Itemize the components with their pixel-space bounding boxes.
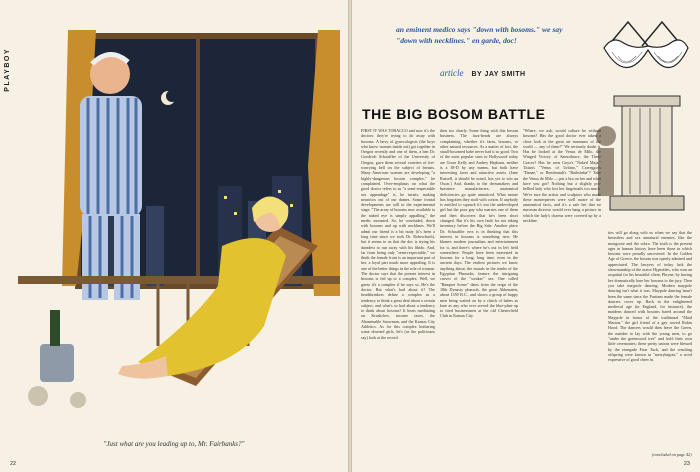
masthead: PLAYBOY bbox=[4, 48, 11, 92]
column-text: then too clearly. Some thing with this bosom business. The fuzz-heads are always complaining, whether it's farm, bosoms, or other natural resources. As a matter of fact, the small-bosomed babe never had it so good. Two of the most popular stars in Hollywood today are Grace Kelly and Audrey Hepburn, neither is a 38-D by any means, but both have interesting faces and attractive assets. (Jane Russell, it should be noted, has yet to win an Oscar.) And, thanks to the dressmakers and brassiere manufacturers, anatomical deficiencies go quite unnoticed. What nature has forgotten they stuff with cotton. If anybody is entitled to squawk it's not the undeveloped girl but the poor guy who marries one of them and then discovers that he's been short changed. But it's his own fault for not taking inventory before the Big Sale. Another place Dr. Schauffler errs is in thinking that this interest in bosoms is something new. He blames modern journalism and entertainment for it, and there's where he's out in left field somewhere. People have been interested in bosoms for a long, long time, even in the ancient days. The earliest pictures we know anything about, the murals in the tombs of the Egyptian Pharaohs, feature the intriguing curves of the "weaker" sex. One called "Banquet Scene" dates from the reign of the 18th Dynasty pharaoh, the great Akhenaten, about 1350 B.C., and shows a group of happy men being waited on by a clutch of babes as bare as any who ever served the blue-plate up to tired businessmen at the old Chesterfield Club in Kansas City. bbox=[440, 128, 518, 319]
article-column-2 bbox=[440, 128, 518, 428]
article-column-3 bbox=[523, 128, 601, 428]
column-text: FIRST IT WAS TOBACCO and now it's the doctors: they're trying to do away with bosoms. A bevy of gynecologists (the boys who know women inside out) got together in Oregon recently and one of them, a hen Dr. Goodrich Schauffler of the University of Oregon, gave them several varieties of fret-worrying hell on the subject of breasts. Many American women are developing "a highly-dangerous bosom complex," he complained. Over-emphasis on what the good doctor refers to as "a semi-respectable sex appendage" is, he insists, making neurotics out of our dames. Some frontal developments are still in the experimental stage. "The array of bosoms now available to the naked eye is simply appalling," the medic mourned. So, he concluded, down with bosoms and up with necklines. We'll admit our friend is a bit nutty (it's been a long time since we took Dr. Rohrschach), but it seems to us that the doc is trying his darndest to run away with his libido. And, far from being only "semi-respectable," we think the female front is an important part of her, a loyal part much more appealing. It is one of the better things in the role of woman. The doctor says that the present interest in bosoms is fed up to a complex. Well, we guess it's a complex if he says so. He's the doctor. But what's bad about it? The headshrinkers define a complex as a tendency to think a great deal about a certain subject, and what's so bad about a tendency to think about bosoms? It beats meditating on Krushchev, income taxes, the Abominable Snowman, and the Kansas City Athletics. As for this complex bothering some downed girls, let's (as the politicians say) look at the record. bbox=[361, 128, 435, 340]
right-page bbox=[352, 0, 700, 472]
headline: THE BIG BOSOM BATTLE bbox=[362, 106, 546, 122]
article-kicker: an eminent medico says "down with bosoms." we say "down with necklines." en garde, doc! bbox=[396, 25, 563, 45]
page-number-left: 22 bbox=[10, 461, 17, 467]
brassiere-pedestal-cartoon bbox=[592, 16, 698, 226]
cartoon-couple-balcony-illustration bbox=[18, 26, 340, 420]
section-label: article bbox=[440, 68, 464, 78]
column-text: "Where, we ask, would culture be without bosoms? Has the good doctor ever taken a close look at the great art museums of the world — any of them?" We seriously doubt it. Has he looked at the Venus de Milo, the Winged Victory of Samothrace, the Three Graces? Has he seen Goya's "Naked Maja," Titian's "Venus of Urbino," Correggio's "Danae," or Rembrandt's "Bathsheba"? Take the Venus de Milo — put a bra on her and what have you got? Nothing but a slightly pot-bellied lady who lost her fingernails too much. We're sure the artists and sculptors who made these masterpieces were well aware of the anatomical facts, and it's a safe bet that no museum director would ever hang a picture in which the lady's charms were covered up by a neckline. bbox=[523, 128, 601, 224]
column-text: ties will go along with us when we say that the breastless and sex unnatural enemies, like the mongoose and the cobra. The truth is the present ages in human history have been those in which bosoms were proudly uncovered. In the Golden Age of Greece, the bosom was openly admired and appreciated. The lawyers of today lack the showmanship of the orator Hyperides, who won an acquittal for his beautiful client, Phryne, by having her dramatically bare her bosoms to the jury. Then you take maypole dancing. Modern maypole dancing isn't what it was. Maypole dancing hasn't been the same since the Puritans made the female dancers cover up. Back in the enlightened medieval age (in England, for instance), the maidens danced with bosoms bared around the Maypole in honor of the traditional "Maid Marion," the girl friend of a gay rowed Robin Hood. The dancers would then leave the Green, the maiden to lay with the young men, to go "under the greenwood tree" and hold their own little ceremonies; these pretty unions were blessed by the renegade Friar Tuck, and the resulting offspring were known as "merrybegots," a word expressive of good cheer in. bbox=[608, 230, 692, 363]
page-number-right: 23 bbox=[683, 461, 690, 467]
cartoon-caption: "Just what are you leading up to, Mr. Fairbanks?" bbox=[103, 440, 245, 448]
article-column-1 bbox=[361, 128, 435, 428]
article-column-4 bbox=[608, 230, 692, 426]
byline bbox=[440, 68, 526, 78]
continuation-note: (concluded on page 42) bbox=[652, 452, 692, 457]
left-page bbox=[0, 0, 348, 472]
author: BY JAY SMITH bbox=[471, 71, 526, 78]
